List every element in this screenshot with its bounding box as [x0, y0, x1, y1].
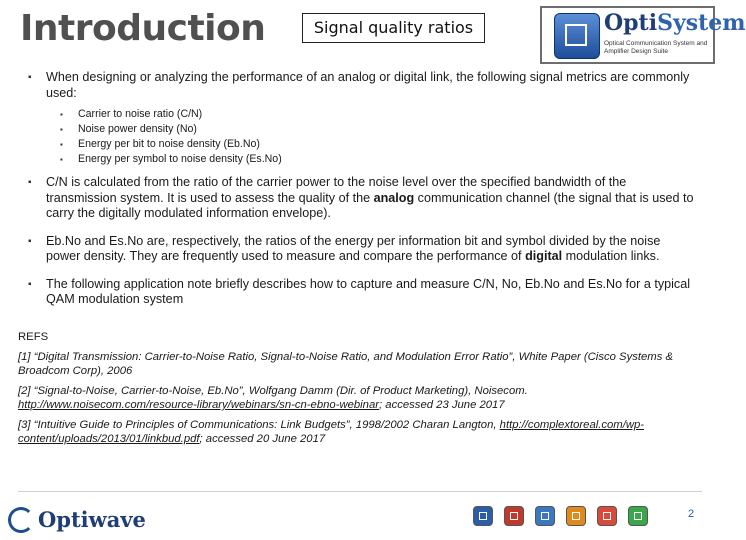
- list-item: ▪ Energy per symbol to noise density (Es.No): [60, 152, 696, 167]
- bullet-cn: [28, 175, 696, 222]
- list-item: ▪ Noise power density (No): [60, 122, 696, 137]
- metrics-list: [60, 107, 696, 167]
- list-item: ▪ Energy per bit to noise density (Eb.No): [60, 137, 696, 152]
- optiinstrument-icon: [504, 506, 524, 526]
- logo-title: [604, 10, 746, 36]
- optibpm-icon: [628, 506, 648, 526]
- reference-3-text: [3] “Intuitive Guide to Principles of Communications: Link Budgets”, 1998/2002 Charan Langton,: [18, 419, 497, 431]
- optisystem-icon: [473, 506, 493, 526]
- logo-title-a: Opti: [604, 10, 658, 36]
- optisystem-logo: [540, 6, 746, 64]
- reference-2-link[interactable]: http://www.noisecom.com/resource-library/webinars/sn-cn-ebno-webinar: [18, 399, 380, 411]
- reference-3-link[interactable]: http://complextoreal.com/wp-content/uploads/2013/01/linkbud.pdf: [18, 419, 645, 445]
- reference-3: [18, 418, 698, 446]
- bullet-ebno: [28, 234, 696, 265]
- slide-body: [28, 70, 696, 320]
- optigrating-icon: [597, 506, 617, 526]
- section-tag: Signal quality ratios: [302, 13, 485, 43]
- references: [18, 330, 698, 452]
- bullet-appnote: ▪ The following application note briefly describes how to capture and measure C/N, No, Eb.No and Es.No for a typical QAM modulation system: [28, 277, 696, 308]
- optiperformer-icon: [535, 506, 555, 526]
- bullet-cn-tail: communication channel (the signal that is used to carry the digitally modulated information envelope).: [46, 190, 694, 220]
- page-number: 2: [688, 508, 695, 520]
- bullet-ebno-tail: modulation links.: [562, 249, 660, 263]
- refs-heading: REFS: [18, 331, 49, 343]
- bullet-cn-bold: analog: [373, 190, 415, 205]
- reference-1: [1] “Digital Transmission: Carrier-to-Noise Ratio, Signal-to-Noise Ratio, and Modulation Error Ratio”, White Paper (Cisco Systems & Broadcom Corp), 2006: [18, 351, 674, 377]
- optiwave-logo: [8, 505, 158, 535]
- reference-2: [18, 384, 698, 412]
- reference-2-text: [2] “Signal-to-Noise, Carrier-to-Noise, Eb.No”, Wolfgang Damm (Dir. of Product Marketing), Noisecom.: [18, 385, 528, 397]
- logo-subtitle: Optical Communication System and Amplifier Design Suite: [604, 40, 708, 55]
- optispice-icon: [566, 506, 586, 526]
- bullet-ebno-bold: digital: [525, 249, 563, 263]
- reference-3-tail: ; accessed 20 June 2017: [199, 433, 326, 445]
- bullet-metrics: [28, 70, 696, 167]
- page-title: Introduction: [20, 8, 266, 49]
- logo-title-b: System: [657, 10, 746, 36]
- optiwave-swirl-icon: [8, 507, 34, 533]
- optiwave-brand: Optiwave: [38, 507, 146, 532]
- bullet-ebno-text: Eb.No and Es.No are, respectively, the ratios of the energy per information bit and symbol divided by the noise power density. They are frequently used to measure and compare the performance of: [46, 233, 661, 263]
- bullet-cn-text: C/N is calculated from the ratio of the carrier power to the noise level over the specified bandwidth of the transmission system. It is used to assess the quality of the: [46, 175, 627, 205]
- optisystem-logo-icon: [554, 13, 600, 59]
- footer-divider: [18, 491, 702, 492]
- reference-2-tail: ; accessed 23 June 2017: [379, 399, 505, 411]
- bullet-metrics-text: When designing or analyzing the performance of an analog or digital link, the following signal metrics are commonly used:: [46, 70, 690, 100]
- list-item: ▪ Carrier to noise ratio (C/N): [60, 107, 696, 122]
